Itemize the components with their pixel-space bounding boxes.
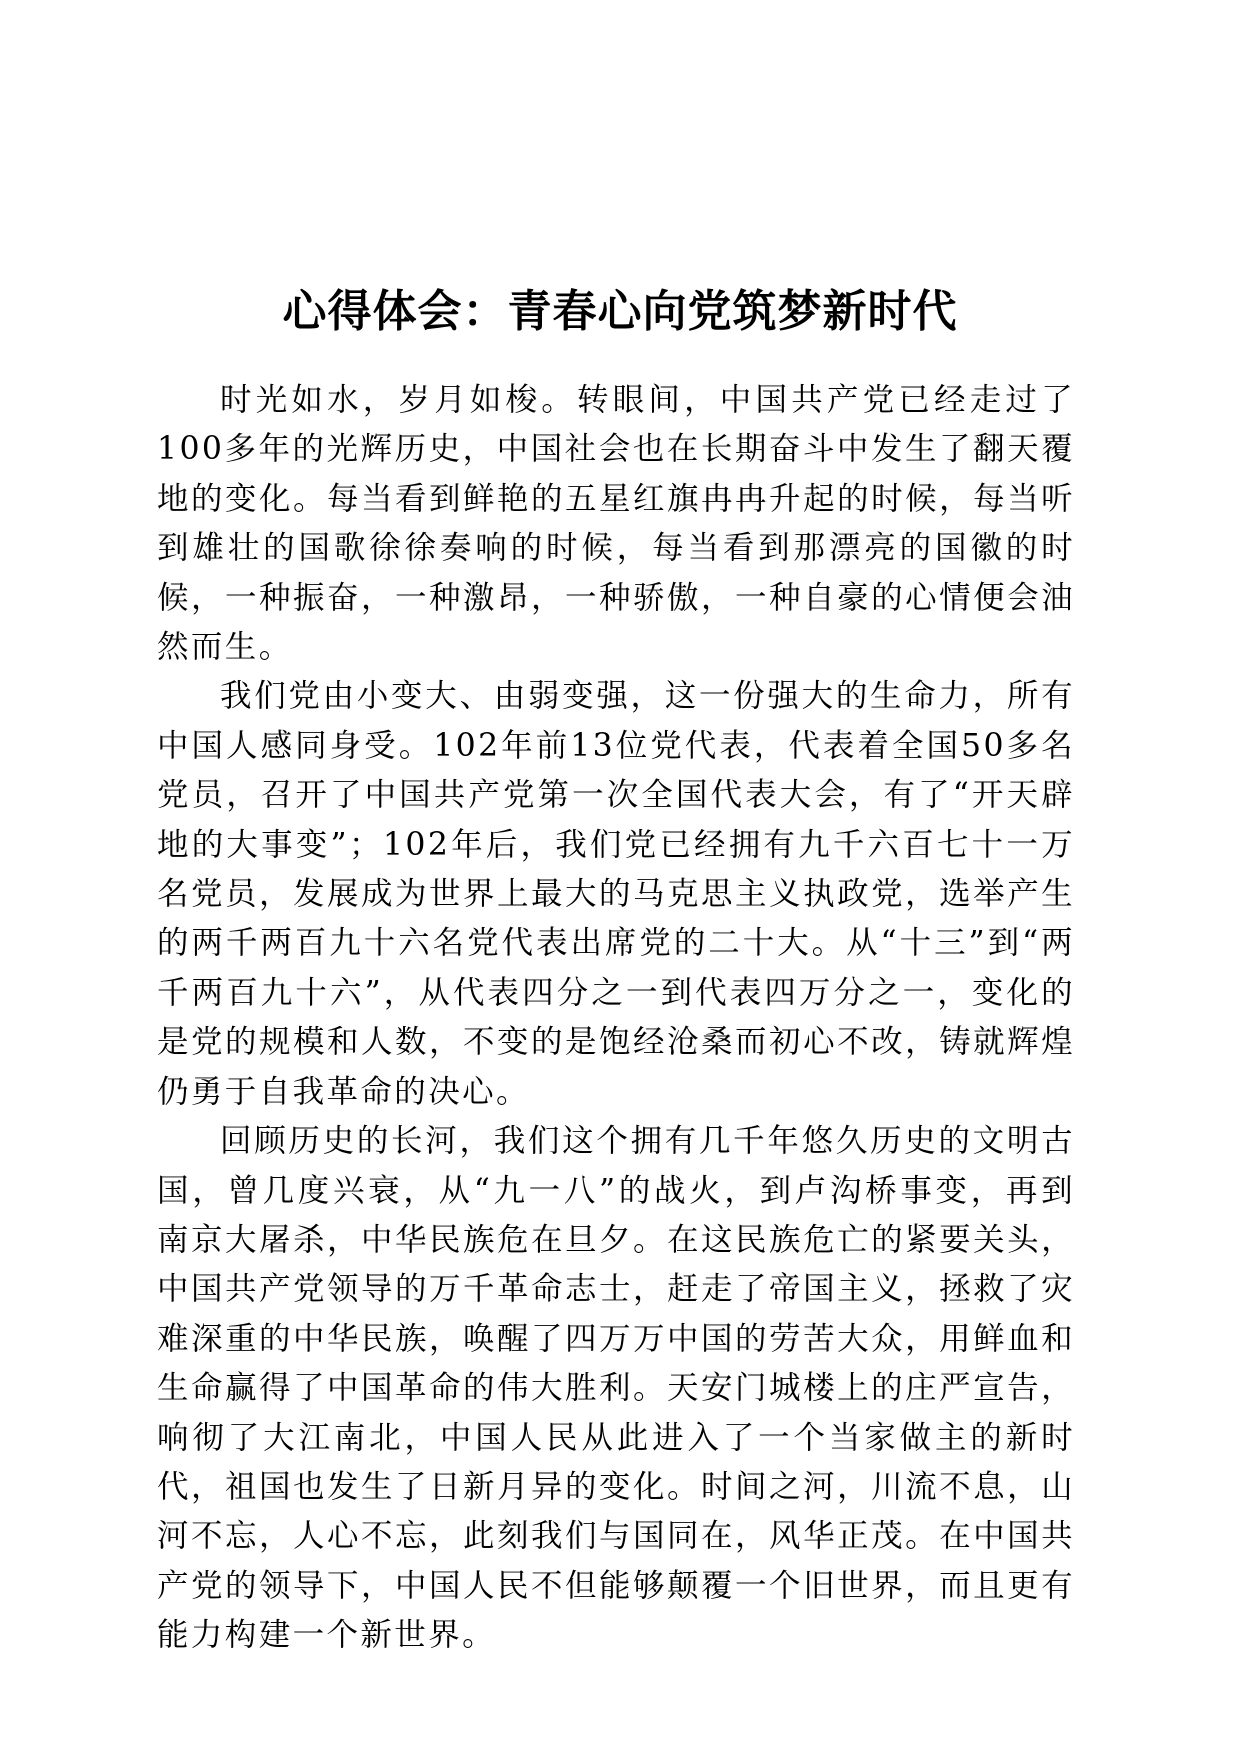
article-body: [157, 376, 1075, 1661]
paragraph-3: 回顾历史的长河，我们这个拥有几千年悠久历史的文明古国，曾几度兴衰，从“九一八”的战火，到卢沟桥事变，再到南京大屠杀，中华民族危在旦夕。在这民族危亡的紧要关头，中国共产党领导的万千革命志士，赶走了帝国主义，拯救了灾难深重的中华民族，唤醒了四万万中国的劳苦大众，用鲜血和生命赢得了中国革命的伟大胜利。天安门城楼上的庄严宣告，响彻了大江南北，中国人民从此进入了一个当家做主的新时代，祖国也发生了日新月异的变化。时间之河，川流不息，山河不忘，人心不忘，此刻我们与国同在，风华正茂。在中国共产党的领导下，中国人民不但能够颠覆一个旧世界，而且更有能力构建一个新世界。: [157, 1123, 1075, 1654]
paragraph-2: 我们党由小变大、由弱变强，这一份强大的生命力，所有中国人感同身受。102年前13位党代表，代表着全国50多名党员，召开了中国共产党第一次全国代表大会，有了“开天辟地的大事变”；102年后，我们党已经拥有九千六百七十一万名党员，发展成为世界上最大的马克思主义执政党，选举产生的两千两百九十六名党代表出席党的二十大。从“十三”到“两千两百九十六”，从代表四分之一到代表四万分之一，变化的是党的规模和人数，不变的是饱经沧桑而初心不改，铸就辉煌仍勇于自我革命的决心。: [157, 678, 1075, 1110]
page-title: 心得体会：青春心向党筑梦新时代: [282, 286, 958, 338]
paragraph-1: 时光如水，岁月如梭。转眼间，中国共产党已经走过了100多年的光辉历史，中国社会也在长期奋斗中发生了翻天覆地的变化。每当看到鲜艳的五星红旗冉冉升起的时候，每当听到雄壮的国歌徐徐奏响的时候，每当看到那漂亮的国徽的时候，一种振奋，一种激昂，一种骄傲，一种自豪的心情便会油然而生。: [157, 382, 1075, 666]
